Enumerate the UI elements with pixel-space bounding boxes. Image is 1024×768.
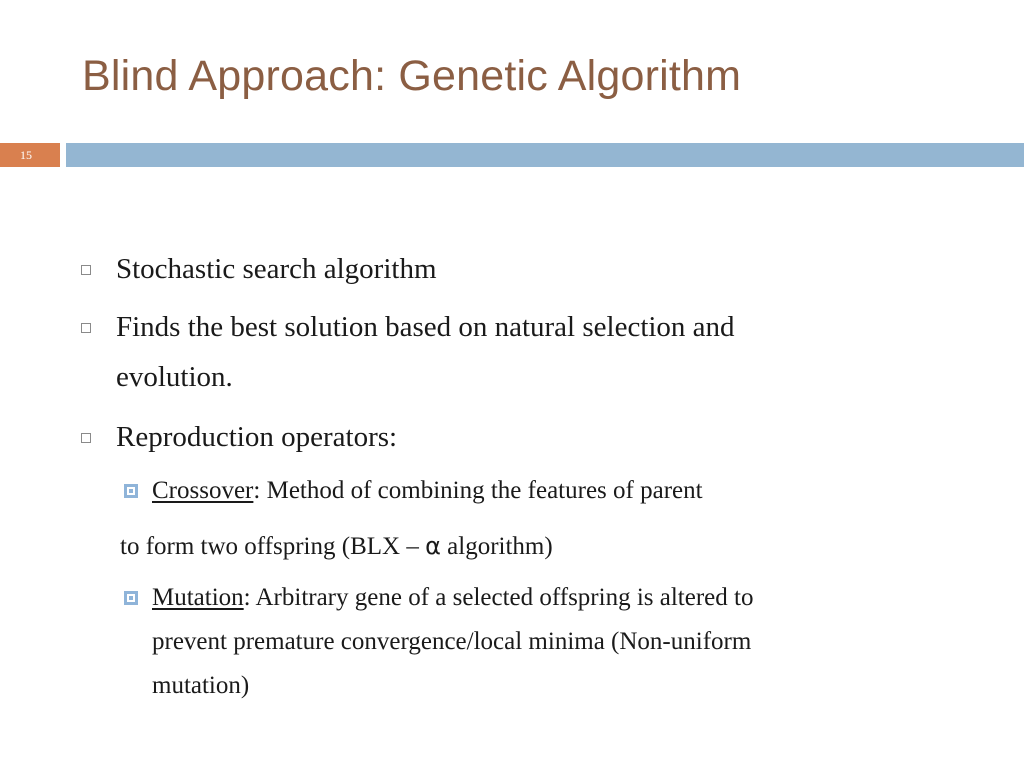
crossover-continuation-end: algorithm)	[440, 533, 553, 560]
square-sub-bullet-icon	[124, 591, 138, 605]
sub-bullet-crossover	[152, 469, 703, 513]
crossover-term: Crossover	[152, 477, 254, 504]
crossover-description: : Method of combining the features of parent	[253, 477, 703, 504]
sub-bullet-mutation	[152, 576, 753, 620]
slide-number: 15	[20, 148, 32, 162]
bullet-reproduction-operators: Reproduction operators:	[116, 421, 398, 453]
crossover-continuation-text: to form two offspring (BLX –	[120, 533, 426, 560]
title-divider-bar	[66, 143, 1024, 167]
square-bullet-icon	[81, 433, 91, 443]
mutation-line3: mutation)	[152, 672, 250, 699]
square-bullet-icon	[81, 265, 91, 275]
bullet-finds-best-solution-line1: Finds the best solution based on natural selection and	[116, 311, 735, 343]
crossover-continuation	[120, 524, 553, 569]
bullet-finds-best-solution-line2: evolution.	[116, 361, 233, 393]
square-sub-bullet-icon	[124, 484, 138, 498]
mutation-term: Mutation	[152, 584, 244, 611]
square-bullet-icon	[81, 323, 91, 333]
bullet-stochastic-search: Stochastic search algorithm	[116, 253, 437, 285]
mutation-description: : Arbitrary gene of a selected offspring is altered to	[243, 584, 754, 611]
slide-title: Blind Approach: Genetic Algorithm	[82, 52, 742, 100]
slide-number-badge	[0, 143, 60, 167]
mutation-line2: prevent premature convergence/local minima (Non-uniform	[152, 628, 752, 655]
alpha-symbol: α	[425, 532, 441, 560]
